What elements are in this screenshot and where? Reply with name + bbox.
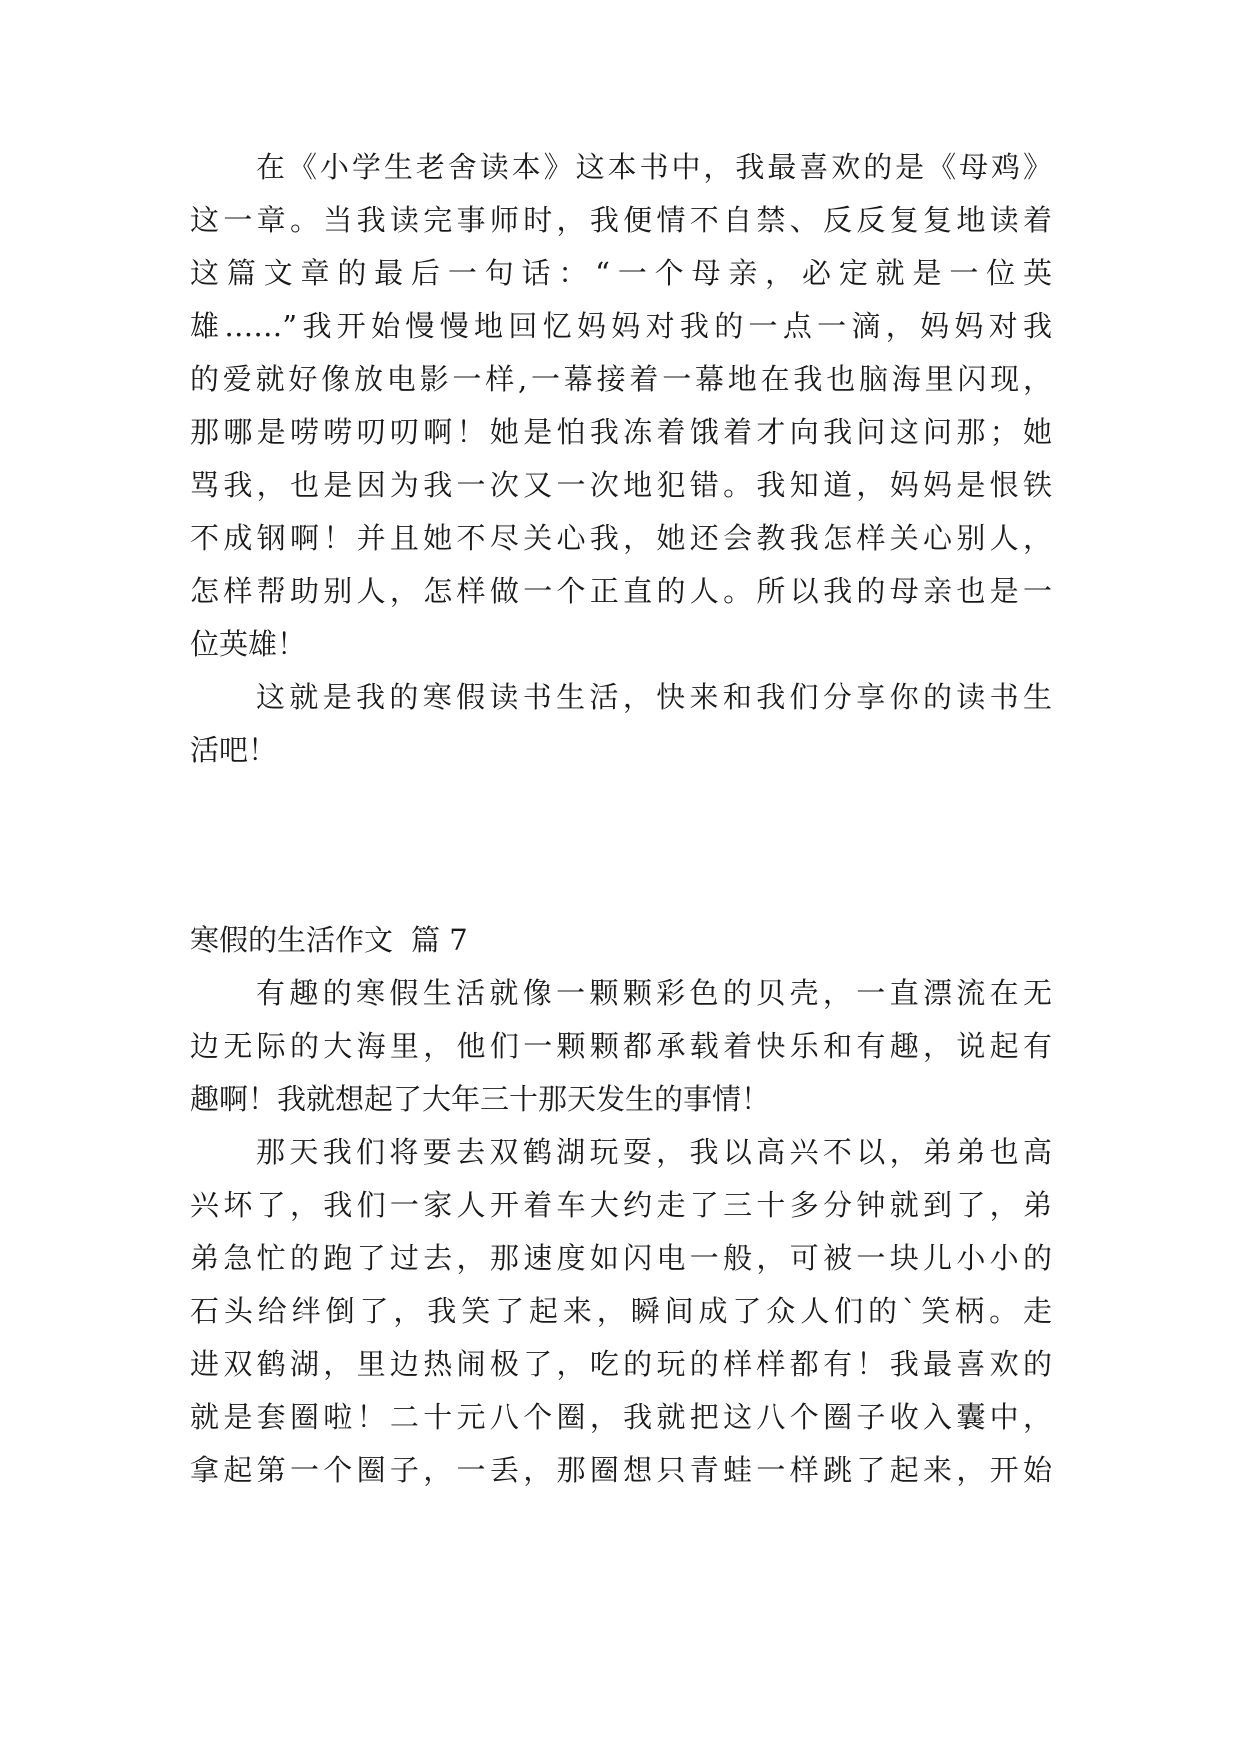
text-line: 兴坏了，我们一家人开着车大约走了三十多分钟就到了，弟 xyxy=(190,1188,1052,1222)
text-line: 这篇文章的最后一句话：“一个母亲，必定就是一位英 xyxy=(190,256,1052,290)
text-line: 边无际的大海里，他们一颗颗都承载着快乐和有趣，说起有 xyxy=(190,1029,1052,1063)
text-line: 怎样帮助别人，怎样做一个正直的人。所以我的母亲也是一 xyxy=(190,574,1052,608)
text-line: 进双鹤湖，里边热闹极了，吃的玩的样样都有！我最喜欢的 xyxy=(190,1347,1052,1381)
text-line: 的爱就好像放电影一样,一幕接着一幕地在我也脑海里闪现， xyxy=(190,362,1052,396)
section-heading xyxy=(190,910,468,970)
heading-number: 篇 7 xyxy=(411,923,468,957)
text-line: 骂我，也是因为我一次又一次地犯错。我知道，妈妈是恨铁 xyxy=(190,468,1052,502)
text-line: 不成钢啊！并且她不尽关心我，她还会教我怎样关心别人， xyxy=(190,521,1052,555)
text-line: 雄……”我开始慢慢地回忆妈妈对我的一点一滴，妈妈对我 xyxy=(190,309,1052,343)
text-line: 活吧！ xyxy=(190,733,278,767)
text-line: 那哪是唠唠叨叨啊！她是怕我冻着饿着才向我问这问那；她 xyxy=(190,415,1052,449)
text-line: 石头给绊倒了，我笑了起来，瞬间成了众人们的`笑柄。走 xyxy=(190,1294,1052,1328)
text-line: 有趣的寒假生活就像一颗颗彩色的贝壳，一直漂流在无 xyxy=(256,976,1052,1010)
text-line: 这就是我的寒假读书生活，快来和我们分享你的读书生 xyxy=(256,680,1052,714)
text-line: 位英雄！ xyxy=(190,627,307,661)
text-line: 在《小学生老舍读本》这本书中，我最喜欢的是《母鸡》 xyxy=(256,150,1052,184)
heading-title: 寒假的生活作文 xyxy=(190,923,394,957)
text-line: 这一章。当我读完事师时，我便情不自禁、反反复复地读着 xyxy=(190,203,1052,237)
text-line: 弟急忙的跑了过去，那速度如闪电一般，可被一块儿小小的 xyxy=(190,1241,1052,1275)
text-line: 那天我们将要去双鹤湖玩耍，我以高兴不以，弟弟也高 xyxy=(256,1135,1052,1169)
text-line: 拿起第一个圈子，一丢，那圈想只青蛙一样跳了起来，开始 xyxy=(190,1453,1052,1487)
text-line: 就是套圈啦！二十元八个圈，我就把这八个圈子收入囊中， xyxy=(190,1400,1052,1434)
text-line: 趣啊！我就想起了大年三十那天发生的事情！ xyxy=(190,1082,771,1116)
